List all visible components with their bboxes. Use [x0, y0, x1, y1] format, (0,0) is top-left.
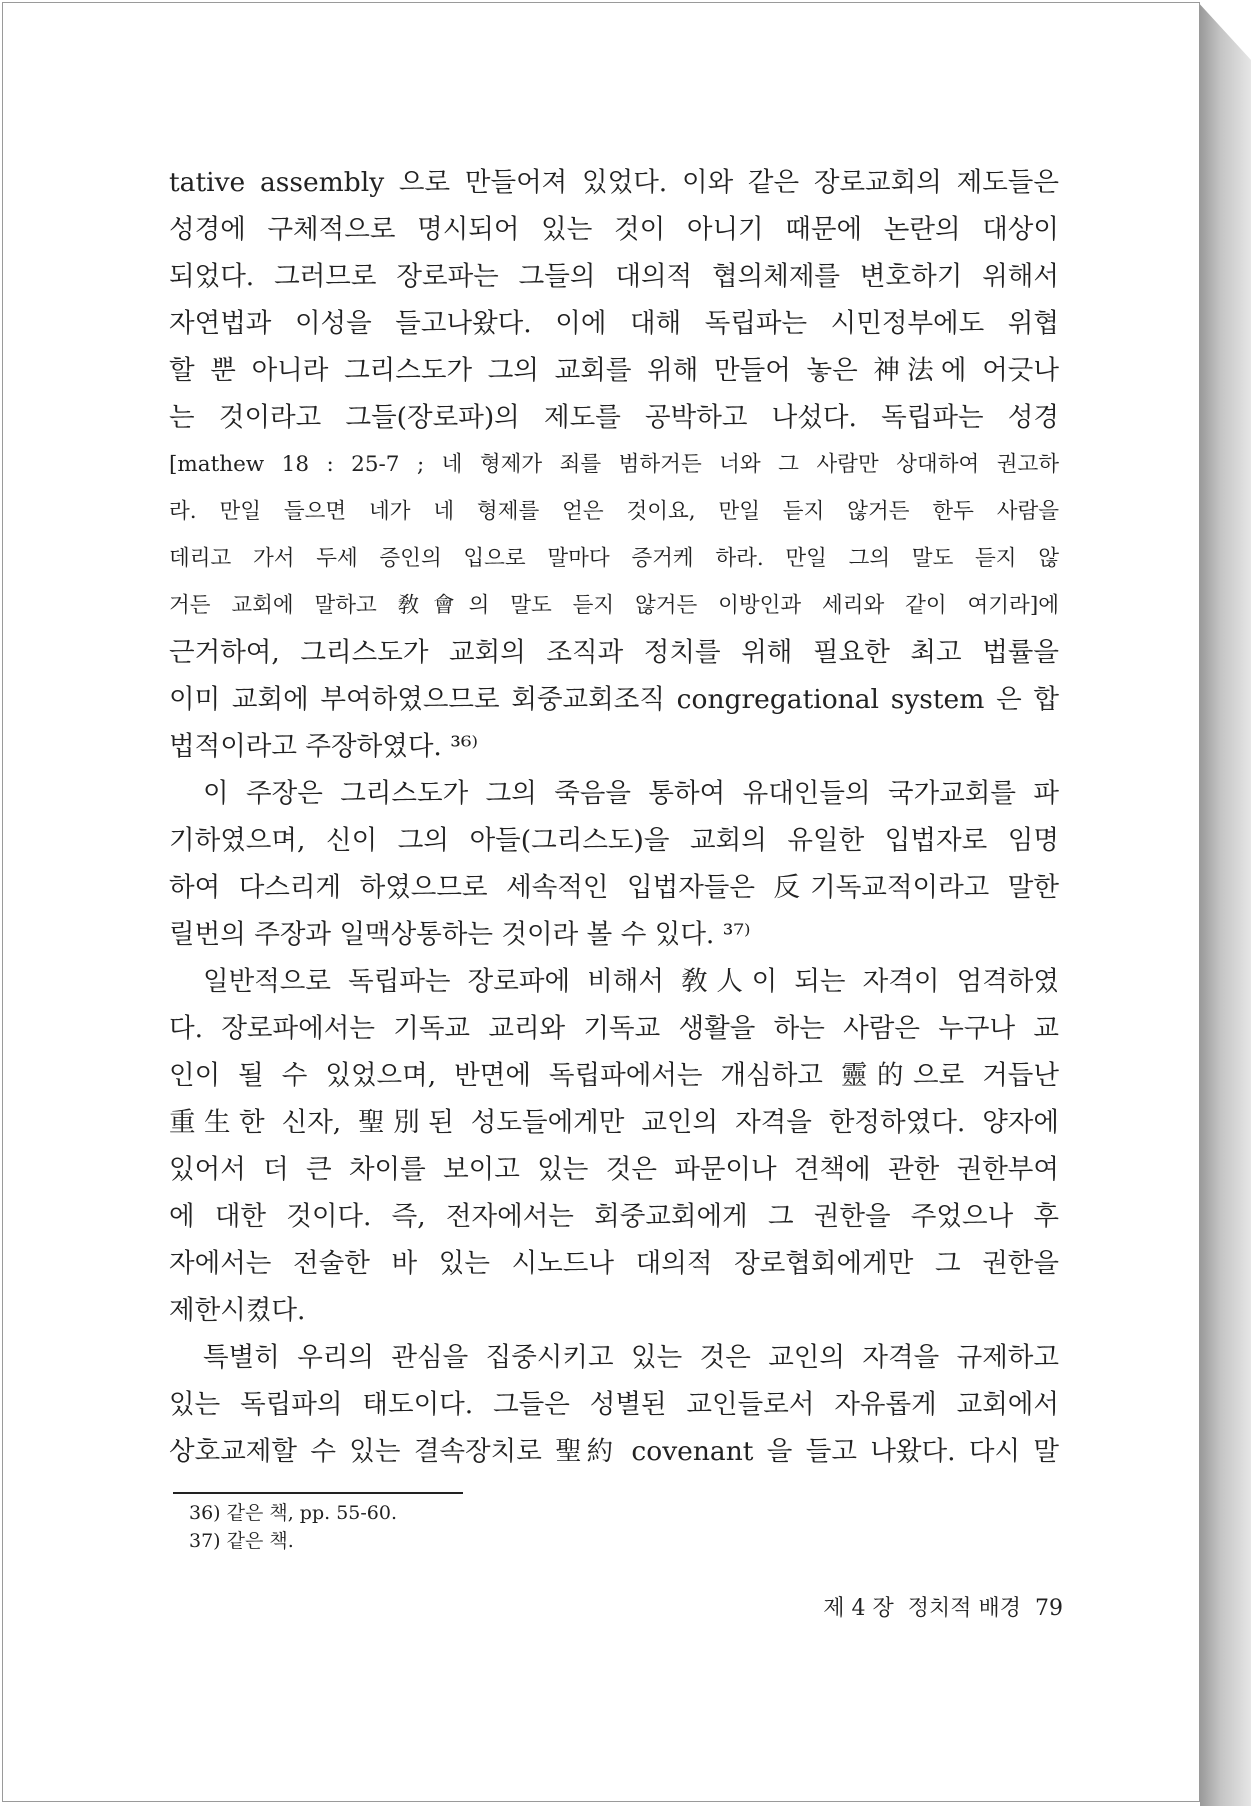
- footnote-37: 37) 같은 책.: [189, 1530, 294, 1552]
- body-line: 다. 장로파에서는 기독교 교리와 기독교 생활을 하는 사람은 누구나 교: [169, 1013, 1059, 1044]
- scripture-quote-line: [mathew 18 : 25-7 ; 네 형제가 죄를 범하거든 너와 그 사람만 상대하여 권고하: [169, 452, 1059, 477]
- body-line: 상호교제할 수 있는 결속장치로 聖約 covenant 을 들고 나왔다. 다시 말: [169, 1436, 1059, 1467]
- body-line: 이미 교회에 부여하였으므로 회중교회조직 congregational system 은 합: [169, 684, 1059, 715]
- body-line: 하여 다스리게 하였으므로 세속적인 입법자들은 反기독교적이라고 말한: [169, 872, 1059, 903]
- body-line: 는 것이라고 그들(장로파)의 제도를 공박하고 나섰다. 독립파는 성경: [169, 402, 1059, 433]
- body-line: 있는 독립파의 태도이다. 그들은 성별된 교인들로서 자유롭게 교회에서: [169, 1389, 1059, 1420]
- footnote-36: 36) 같은 책, pp. 55-60.: [189, 1502, 398, 1524]
- scripture-quote-line: 거든 교회에 말하고 敎會의 말도 듣지 않거든 이방인과 세리와 같이 여기라]에: [169, 593, 1059, 618]
- body-line: 할 뿐 아니라 그리스도가 그의 교회를 위해 만들어 놓은 神法에 어긋나: [169, 355, 1059, 386]
- page-edge-shadow: [1200, 0, 1251, 1806]
- page-number: 79: [1035, 1596, 1063, 1621]
- paragraph-start-line: 일반적으로 독립파는 장로파에 비해서 敎人이 되는 자격이 엄격하였: [203, 966, 1059, 997]
- scripture-quote-line: 데리고 가서 두세 증인의 입으로 말마다 증거케 하라. 만일 그의 말도 듣지 않: [169, 546, 1059, 571]
- body-line: 성경에 구체적으로 명시되어 있는 것이 아니기 때문에 논란의 대상이: [169, 214, 1059, 245]
- page-edge-corner: [1196, 0, 1251, 60]
- body-line: 있어서 더 큰 차이를 보이고 있는 것은 파문이나 견책에 관한 권한부여: [169, 1154, 1059, 1185]
- body-line: 인이 될 수 있었으며, 반면에 독립파에서는 개심하고 靈的으로 거듭난: [169, 1060, 1059, 1091]
- paragraph-start-line: 특별히 우리의 관심을 집중시키고 있는 것은 교인의 자격을 규제하고: [203, 1342, 1059, 1373]
- book-page: [2, 2, 1200, 1802]
- footnote-divider: [173, 1492, 463, 1494]
- body-text: [169, 159, 1059, 1475]
- scripture-quote-line: 라. 만일 들으면 네가 네 형제를 얻은 것이요, 만일 듣지 않거든 한두 사람을: [169, 499, 1059, 524]
- body-line: 되었다. 그러므로 장로파는 그들의 대의적 협의체제를 변호하기 위해서: [169, 261, 1059, 292]
- body-line: 기하였으며, 신이 그의 아들(그리스도)을 교회의 유일한 입법자로 임명: [169, 825, 1059, 856]
- running-footer: [763, 1591, 1063, 1622]
- body-line: 자에서는 전술한 바 있는 시노드나 대의적 장로협회에게만 그 권한을: [169, 1248, 1059, 1279]
- chapter-title: 정치적 배경: [907, 1596, 1021, 1621]
- body-line: 제한시켰다.: [169, 1295, 306, 1326]
- body-line: 법적이라고 주장하였다. ³⁶⁾: [169, 731, 479, 762]
- body-line: 자연법과 이성을 들고나왔다. 이에 대해 독립파는 시민정부에도 위협: [169, 308, 1059, 339]
- body-line: 근거하여, 그리스도가 교회의 조직과 정치를 위해 필요한 최고 법률을: [169, 637, 1059, 668]
- body-line: 重生한 신자, 聖別된 성도들에게만 교인의 자격을 한정하였다. 양자에: [169, 1107, 1059, 1138]
- chapter-label: 제 4 장: [823, 1596, 894, 1621]
- paragraph-start-line: 이 주장은 그리스도가 그의 죽음을 통하여 유대인들의 국가교회를 파: [203, 778, 1059, 809]
- body-line: tative assembly 으로 만들어져 있었다. 이와 같은 장로교회의 제도들은: [169, 167, 1059, 198]
- footnotes: [189, 1499, 397, 1555]
- body-line: 릴번의 주장과 일맥상통하는 것이라 볼 수 있다. ³⁷⁾: [169, 919, 751, 950]
- body-line: 에 대한 것이다. 즉, 전자에서는 회중교회에게 그 권한을 주었으나 후: [169, 1201, 1059, 1232]
